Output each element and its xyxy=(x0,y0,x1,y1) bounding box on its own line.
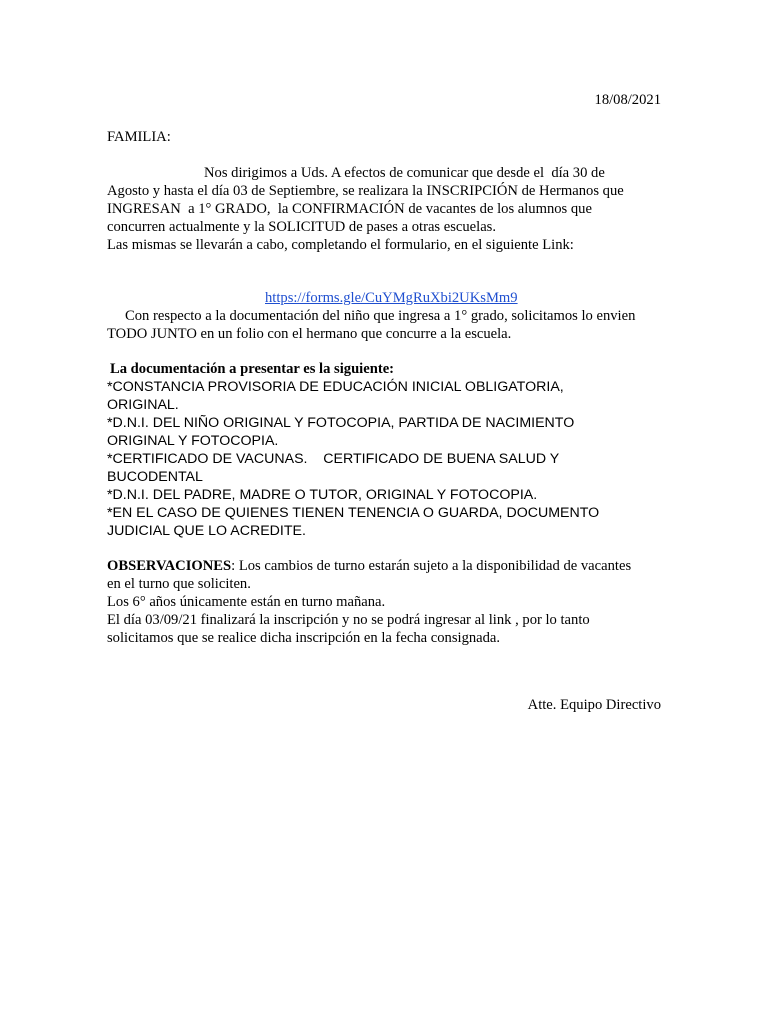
requirement-line: JUDICIAL QUE LO ACREDITE. xyxy=(107,523,306,539)
registration-form-link[interactable]: https://forms.gle/CuYMgRuXbi2UKsMm9 xyxy=(265,290,518,306)
requirement-line: *D.N.I. DEL PADRE, MADRE O TUTOR, ORIGINAL Y FOTOCOPIA. xyxy=(107,487,538,503)
requirement-line: *D.N.I. DEL NIÑO ORIGINAL Y FOTOCOPIA, PARTIDA DE NACIMIENTO xyxy=(107,415,575,431)
intro-line-2: Agosto y hasta el día 03 de Septiembre, se realizara la INSCRIPCIÓN de Hermanos que xyxy=(107,183,624,199)
observations-line-5: solicitamos que se realice dicha inscripción en la fecha consignada. xyxy=(107,630,501,646)
requirements-heading: La documentación a presentar es la siguiente: xyxy=(110,361,395,377)
requirement-line: ORIGINAL. xyxy=(107,397,179,413)
signature: Atte. Equipo Directivo xyxy=(527,697,661,713)
observations-line-3: Los 6° años únicamente están en turno mañana. xyxy=(107,594,386,610)
intro-line-4: concurren actualmente y la SOLICITUD de pases a otras escuelas. xyxy=(107,219,497,235)
observations-line-4: El día 03/09/21 finalizará la inscripción y no se podrá ingresar al link , por lo tanto xyxy=(107,612,590,628)
intro-line-5: Las mismas se llevarán a cabo, completando el formulario, en el siguiente Link: xyxy=(107,237,574,253)
observations-line-1 xyxy=(107,557,631,575)
requirement-line: *CERTIFICADO DE VACUNAS. CERTIFICADO DE BUENA SALUD Y xyxy=(107,451,560,467)
intro-line-3: INGRESAN a 1° GRADO, la CONFIRMACIÓN de vacantes de los alumnos que xyxy=(107,201,592,217)
observations-text: : Los cambios de turno estarán sujeto a la disponibilidad de vacantes xyxy=(231,558,632,574)
letter-date: 18/08/2021 xyxy=(594,92,661,108)
salutation: FAMILIA: xyxy=(107,129,171,145)
observations-line-2: en el turno que soliciten. xyxy=(107,576,251,592)
documentation-note-line-2: TODO JUNTO en un folio con el hermano que concurre a la escuela. xyxy=(107,326,512,342)
requirement-line: BUCODENTAL xyxy=(107,469,203,485)
requirement-line: *CONSTANCIA PROVISORIA DE EDUCACIÓN INICIAL OBLIGATORIA, xyxy=(107,379,564,395)
requirement-line: ORIGINAL Y FOTOCOPIA. xyxy=(107,433,279,449)
observations-label: OBSERVACIONES xyxy=(107,558,232,574)
intro-line-1: Nos dirigimos a Uds. A efectos de comunicar que desde el día 30 de xyxy=(204,165,605,181)
documentation-note-line-1: Con respecto a la documentación del niño que ingresa a 1° grado, solicitamos lo envien xyxy=(125,308,636,324)
requirement-line: *EN EL CASO DE QUIENES TIENEN TENENCIA O GUARDA, DOCUMENTO xyxy=(107,505,600,521)
